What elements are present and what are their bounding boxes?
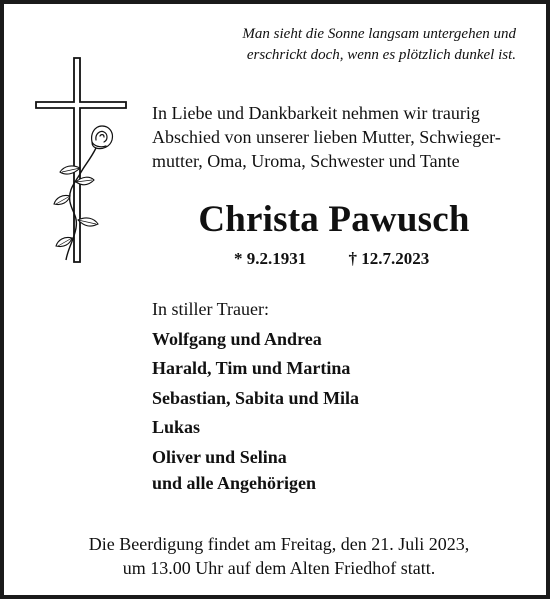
mourner-family: Sebastian, Sabita und Mila bbox=[152, 387, 360, 408]
mourners-header: In stiller Trauer: bbox=[152, 299, 269, 319]
mourner-family: Lukas bbox=[152, 417, 201, 438]
mourner-family: Wolfgang und Andrea bbox=[152, 328, 322, 349]
mourner-family: Harald, Tim und Martina bbox=[152, 358, 351, 379]
funeral-info bbox=[4, 532, 550, 580]
quote-line-1: Man sieht die Sonne langsam untergehen und bbox=[242, 26, 516, 42]
funeral-line-1: Die Beerdigung findet am Freitag, den 21. Juli 2023, bbox=[88, 534, 470, 554]
intro-line-3: mutter, Oma, Uroma, Schwester und Tante bbox=[152, 151, 460, 171]
intro-line-2: Abschied von unserer lieben Mutter, Schwieger- bbox=[152, 127, 501, 147]
funeral-line-2: um 13.00 Uhr auf dem Alten Friedhof statt. bbox=[122, 558, 436, 578]
death-date: † 12.7.2023 bbox=[348, 249, 430, 268]
birth-date: * 9.2.1931 bbox=[234, 249, 307, 268]
intro-line-1: In Liebe und Dankbarkeit nehmen wir traurig bbox=[152, 103, 480, 123]
cross-with-rose-icon bbox=[34, 56, 130, 266]
intro-text bbox=[152, 101, 532, 173]
mourner-family: Oliver und Selina bbox=[152, 446, 287, 467]
epigraph-quote bbox=[216, 24, 516, 66]
deceased-name: Christa Pawusch bbox=[198, 199, 470, 240]
mourner-family: und alle Angehörigen bbox=[152, 472, 317, 493]
mourners-list bbox=[152, 297, 359, 496]
life-dates bbox=[234, 248, 429, 270]
quote-line-2: erschrickt doch, wenn es plötzlich dunkel ist. bbox=[246, 47, 516, 63]
